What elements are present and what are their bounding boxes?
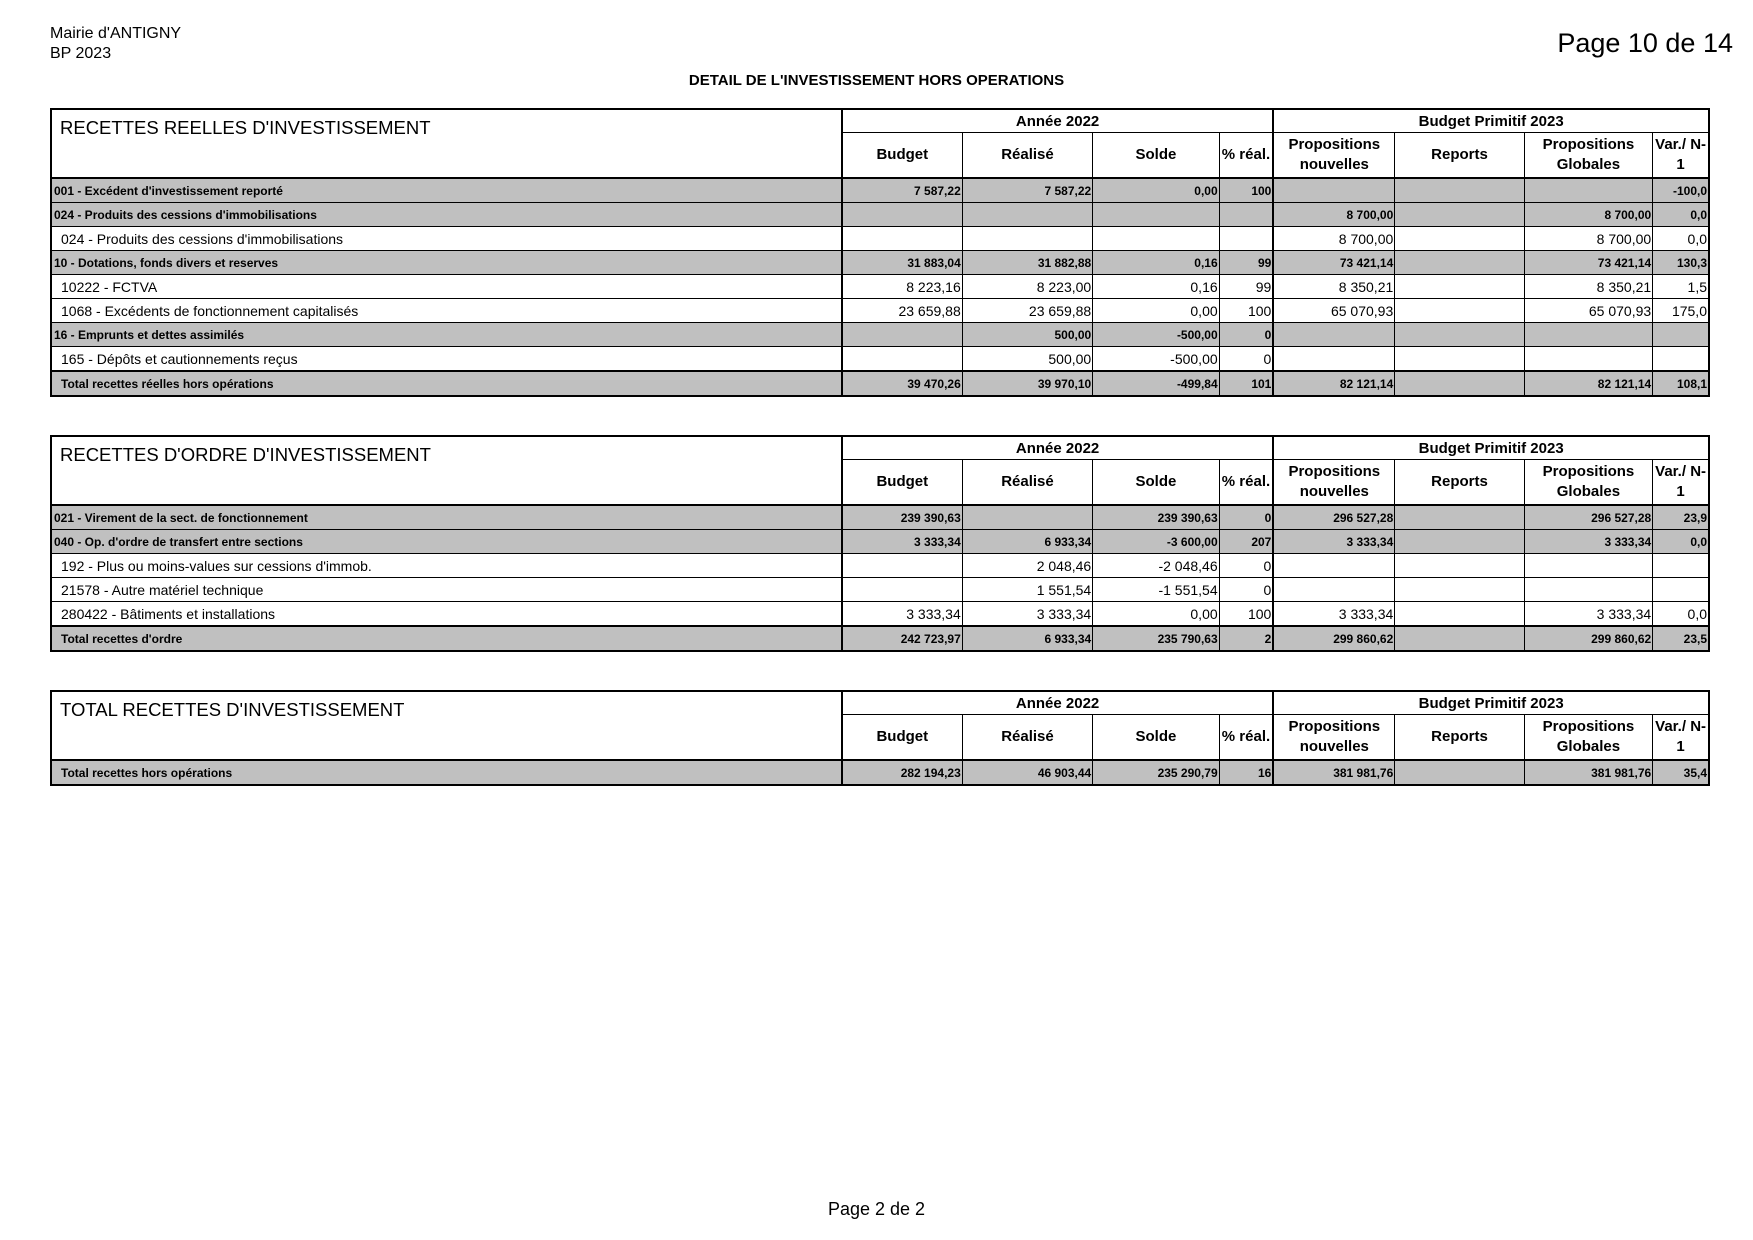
row-label: Total recettes d'ordre — [51, 626, 842, 651]
cell-budget — [842, 347, 962, 372]
cell-var-n1 — [1653, 347, 1709, 372]
cell-budget: 39 470,26 — [842, 371, 962, 396]
cell-pct-real: 0 — [1219, 323, 1273, 347]
cell-realise: 7 587,22 — [962, 178, 1092, 203]
cell-propositions-nouvelles — [1273, 578, 1394, 602]
cell-var-n1: 23,9 — [1653, 505, 1709, 530]
row-label: 280422 - Bâtiments et installations — [51, 602, 842, 627]
cell-solde: -2 048,46 — [1093, 554, 1219, 578]
column-header-propositions-globales: Propositions Globales — [1524, 460, 1652, 506]
cell-pct-real: 16 — [1219, 760, 1273, 785]
cell-pct-real: 0 — [1219, 554, 1273, 578]
cell-var-n1: 0,0 — [1653, 203, 1709, 227]
cell-reports — [1395, 227, 1524, 251]
row-label: 21578 - Autre matériel technique — [51, 578, 842, 602]
table-row — [51, 602, 1709, 627]
row-label: 001 - Excédent d'investissement reporté — [51, 178, 842, 203]
table-recettes-reelles — [50, 108, 1710, 397]
cell-propositions-nouvelles: 381 981,76 — [1273, 760, 1394, 785]
cell-realise — [962, 505, 1092, 530]
cell-pct-real — [1219, 203, 1273, 227]
cell-solde: 0,16 — [1093, 275, 1219, 299]
cell-realise: 1 551,54 — [962, 578, 1092, 602]
group-header-budget-primitif: Budget Primitif 2023 — [1273, 691, 1709, 715]
cell-budget — [842, 203, 962, 227]
cell-propositions-globales: 82 121,14 — [1524, 371, 1652, 396]
row-label: 024 - Produits des cessions d'immobilisations — [51, 203, 842, 227]
row-label: Total recettes hors opérations — [51, 760, 842, 785]
column-header-propositions-nouvelles: Propositions nouvelles — [1273, 133, 1394, 179]
column-header-budget: Budget — [842, 460, 962, 506]
cell-reports — [1395, 626, 1524, 651]
row-label: 10 - Dotations, fonds divers et reserves — [51, 251, 842, 275]
header-row-groups — [51, 109, 1709, 133]
column-header-var-n1: Var./ N-1 — [1653, 715, 1709, 761]
cell-budget: 23 659,88 — [842, 299, 962, 323]
column-header-solde: Solde — [1093, 715, 1219, 761]
column-header-budget: Budget — [842, 133, 962, 179]
group-header-budget-primitif: Budget Primitif 2023 — [1273, 109, 1709, 133]
column-header-propositions-nouvelles: Propositions nouvelles — [1273, 460, 1394, 506]
cell-reports — [1395, 505, 1524, 530]
cell-propositions-nouvelles — [1273, 323, 1394, 347]
column-header-realise: Réalisé — [962, 133, 1092, 179]
cell-var-n1 — [1653, 323, 1709, 347]
cell-budget: 282 194,23 — [842, 760, 962, 785]
group-header-annee: Année 2022 — [842, 109, 1274, 133]
cell-var-n1: 0,0 — [1653, 227, 1709, 251]
table-row — [51, 530, 1709, 554]
table-row — [51, 227, 1709, 251]
column-header-realise: Réalisé — [962, 715, 1092, 761]
cell-propositions-globales — [1524, 554, 1652, 578]
cell-propositions-nouvelles: 82 121,14 — [1273, 371, 1394, 396]
cell-solde: 0,00 — [1093, 602, 1219, 627]
table-row — [51, 203, 1709, 227]
cell-pct-real: 0 — [1219, 505, 1273, 530]
cell-propositions-globales: 8 350,21 — [1524, 275, 1652, 299]
cell-budget: 31 883,04 — [842, 251, 962, 275]
page-title: DETAIL DE L'INVESTISSEMENT HORS OPERATIONS — [688, 72, 1065, 89]
cell-propositions-globales: 381 981,76 — [1524, 760, 1652, 785]
cell-reports — [1395, 203, 1524, 227]
organization-name: Mairie d'ANTIGNY — [50, 25, 182, 42]
cell-realise — [962, 227, 1092, 251]
row-label: 040 - Op. d'ordre de transfert entre sections — [51, 530, 842, 554]
cell-var-n1: 0,0 — [1653, 530, 1709, 554]
column-header-pct-real: % réal. — [1219, 133, 1273, 179]
cell-var-n1 — [1653, 578, 1709, 602]
table-title: RECETTES REELLES D'INVESTISSEMENT — [51, 109, 842, 178]
column-header-pct-real: % réal. — [1219, 715, 1273, 761]
cell-pct-real — [1219, 227, 1273, 251]
column-header-propositions-nouvelles: Propositions nouvelles — [1273, 715, 1394, 761]
cell-realise: 500,00 — [962, 347, 1092, 372]
cell-propositions-globales: 299 860,62 — [1524, 626, 1652, 651]
cell-propositions-globales — [1524, 347, 1652, 372]
column-header-reports: Reports — [1395, 460, 1524, 506]
table-total-recettes — [50, 690, 1710, 786]
cell-propositions-nouvelles: 8 350,21 — [1273, 275, 1394, 299]
row-label: 10222 - FCTVA — [51, 275, 842, 299]
row-label: 1068 - Excédents de fonctionnement capitalisés — [51, 299, 842, 323]
cell-pct-real: 99 — [1219, 275, 1273, 299]
cell-budget: 3 333,34 — [842, 530, 962, 554]
cell-var-n1: 130,3 — [1653, 251, 1709, 275]
cell-pct-real: 207 — [1219, 530, 1273, 554]
cell-propositions-nouvelles — [1273, 554, 1394, 578]
table-row — [51, 578, 1709, 602]
header-row-groups — [51, 691, 1709, 715]
row-label: 165 - Dépôts et cautionnements reçus — [51, 347, 842, 372]
group-header-budget-primitif: Budget Primitif 2023 — [1273, 436, 1709, 460]
group-header-annee: Année 2022 — [842, 691, 1274, 715]
cell-reports — [1395, 602, 1524, 627]
row-label: Total recettes réelles hors opérations — [51, 371, 842, 396]
cell-propositions-nouvelles — [1273, 178, 1394, 203]
cell-realise: 23 659,88 — [962, 299, 1092, 323]
cell-pct-real: 0 — [1219, 578, 1273, 602]
cell-var-n1 — [1653, 554, 1709, 578]
column-header-propositions-globales: Propositions Globales — [1524, 715, 1652, 761]
table-recettes-ordre — [50, 435, 1710, 652]
cell-realise: 6 933,34 — [962, 530, 1092, 554]
column-header-solde: Solde — [1093, 460, 1219, 506]
cell-realise: 500,00 — [962, 323, 1092, 347]
cell-var-n1: 0,0 — [1653, 602, 1709, 627]
column-header-solde: Solde — [1093, 133, 1219, 179]
table-row — [51, 626, 1709, 651]
cell-solde: -1 551,54 — [1093, 578, 1219, 602]
cell-reports — [1395, 251, 1524, 275]
table-title: TOTAL RECETTES D'INVESTISSEMENT — [51, 691, 842, 760]
cell-budget: 239 390,63 — [842, 505, 962, 530]
column-header-pct-real: % réal. — [1219, 460, 1273, 506]
cell-budget — [842, 554, 962, 578]
table-row — [51, 505, 1709, 530]
column-header-realise: Réalisé — [962, 460, 1092, 506]
cell-propositions-globales: 73 421,14 — [1524, 251, 1652, 275]
cell-reports — [1395, 530, 1524, 554]
cell-budget: 8 223,16 — [842, 275, 962, 299]
cell-propositions-nouvelles: 73 421,14 — [1273, 251, 1394, 275]
cell-reports — [1395, 275, 1524, 299]
cell-propositions-nouvelles: 299 860,62 — [1273, 626, 1394, 651]
cell-budget — [842, 227, 962, 251]
page-number-bottom: Page 2 de 2 — [827, 1199, 926, 1219]
column-header-budget: Budget — [842, 715, 962, 761]
cell-solde: 239 390,63 — [1093, 505, 1219, 530]
cell-reports — [1395, 554, 1524, 578]
cell-pct-real: 101 — [1219, 371, 1273, 396]
cell-propositions-globales: 65 070,93 — [1524, 299, 1652, 323]
cell-solde — [1093, 203, 1219, 227]
cell-pct-real: 2 — [1219, 626, 1273, 651]
cell-propositions-nouvelles: 8 700,00 — [1273, 227, 1394, 251]
table-row — [51, 275, 1709, 299]
cell-pct-real: 100 — [1219, 602, 1273, 627]
cell-propositions-globales: 3 333,34 — [1524, 602, 1652, 627]
cell-realise: 39 970,10 — [962, 371, 1092, 396]
cell-propositions-globales: 3 333,34 — [1524, 530, 1652, 554]
page-number-top: Page 10 de 14 — [1557, 28, 1733, 58]
cell-propositions-globales — [1524, 178, 1652, 203]
table-row — [51, 554, 1709, 578]
organization-info — [50, 24, 181, 64]
group-header-annee: Année 2022 — [842, 436, 1274, 460]
cell-propositions-nouvelles: 3 333,34 — [1273, 602, 1394, 627]
table-row — [51, 251, 1709, 275]
cell-realise: 46 903,44 — [962, 760, 1092, 785]
cell-propositions-globales: 8 700,00 — [1524, 227, 1652, 251]
cell-realise: 2 048,46 — [962, 554, 1092, 578]
cell-solde: 235 290,79 — [1093, 760, 1219, 785]
cell-propositions-globales: 8 700,00 — [1524, 203, 1652, 227]
cell-pct-real: 99 — [1219, 251, 1273, 275]
cell-propositions-nouvelles: 296 527,28 — [1273, 505, 1394, 530]
cell-budget: 242 723,97 — [842, 626, 962, 651]
row-label: 192 - Plus ou moins-values sur cessions d'immob. — [51, 554, 842, 578]
column-header-reports: Reports — [1395, 133, 1524, 179]
table-row — [51, 299, 1709, 323]
row-label: 021 - Virement de la sect. de fonctionnement — [51, 505, 842, 530]
cell-pct-real: 100 — [1219, 299, 1273, 323]
cell-propositions-nouvelles: 3 333,34 — [1273, 530, 1394, 554]
cell-pct-real: 0 — [1219, 347, 1273, 372]
column-header-propositions-globales: Propositions Globales — [1524, 133, 1652, 179]
cell-reports — [1395, 178, 1524, 203]
cell-solde: -500,00 — [1093, 323, 1219, 347]
table-row — [51, 178, 1709, 203]
cell-propositions-nouvelles: 8 700,00 — [1273, 203, 1394, 227]
column-header-reports: Reports — [1395, 715, 1524, 761]
cell-realise: 31 882,88 — [962, 251, 1092, 275]
cell-propositions-globales — [1524, 578, 1652, 602]
table-title: RECETTES D'ORDRE D'INVESTISSEMENT — [51, 436, 842, 505]
cell-realise: 6 933,34 — [962, 626, 1092, 651]
cell-propositions-nouvelles — [1273, 347, 1394, 372]
table-row — [51, 760, 1709, 785]
cell-solde: 0,00 — [1093, 299, 1219, 323]
cell-var-n1: 175,0 — [1653, 299, 1709, 323]
cell-solde: -3 600,00 — [1093, 530, 1219, 554]
cell-reports — [1395, 299, 1524, 323]
cell-var-n1: 108,1 — [1653, 371, 1709, 396]
cell-reports — [1395, 323, 1524, 347]
cell-realise: 8 223,00 — [962, 275, 1092, 299]
cell-propositions-globales: 296 527,28 — [1524, 505, 1652, 530]
cell-budget — [842, 323, 962, 347]
column-header-var-n1: Var./ N-1 — [1653, 133, 1709, 179]
table-row — [51, 371, 1709, 396]
cell-solde: 235 790,63 — [1093, 626, 1219, 651]
cell-propositions-globales — [1524, 323, 1652, 347]
cell-solde: -500,00 — [1093, 347, 1219, 372]
cell-realise — [962, 203, 1092, 227]
table-row — [51, 347, 1709, 372]
cell-reports — [1395, 760, 1524, 785]
cell-budget: 3 333,34 — [842, 602, 962, 627]
cell-solde — [1093, 227, 1219, 251]
cell-budget: 7 587,22 — [842, 178, 962, 203]
cell-reports — [1395, 371, 1524, 396]
row-label: 024 - Produits des cessions d'immobilisations — [51, 227, 842, 251]
cell-var-n1: 23,5 — [1653, 626, 1709, 651]
cell-pct-real: 100 — [1219, 178, 1273, 203]
cell-var-n1: 35,4 — [1653, 760, 1709, 785]
row-label: 16 - Emprunts et dettes assimilés — [51, 323, 842, 347]
cell-propositions-nouvelles: 65 070,93 — [1273, 299, 1394, 323]
document-name: BP 2023 — [50, 45, 112, 62]
cell-var-n1: 1,5 — [1653, 275, 1709, 299]
table-row — [51, 323, 1709, 347]
cell-reports — [1395, 578, 1524, 602]
cell-reports — [1395, 347, 1524, 372]
cell-realise: 3 333,34 — [962, 602, 1092, 627]
cell-var-n1: -100,0 — [1653, 178, 1709, 203]
header-row-groups — [51, 436, 1709, 460]
cell-solde: -499,84 — [1093, 371, 1219, 396]
cell-budget — [842, 578, 962, 602]
cell-solde: 0,16 — [1093, 251, 1219, 275]
column-header-var-n1: Var./ N-1 — [1653, 460, 1709, 506]
cell-solde: 0,00 — [1093, 178, 1219, 203]
